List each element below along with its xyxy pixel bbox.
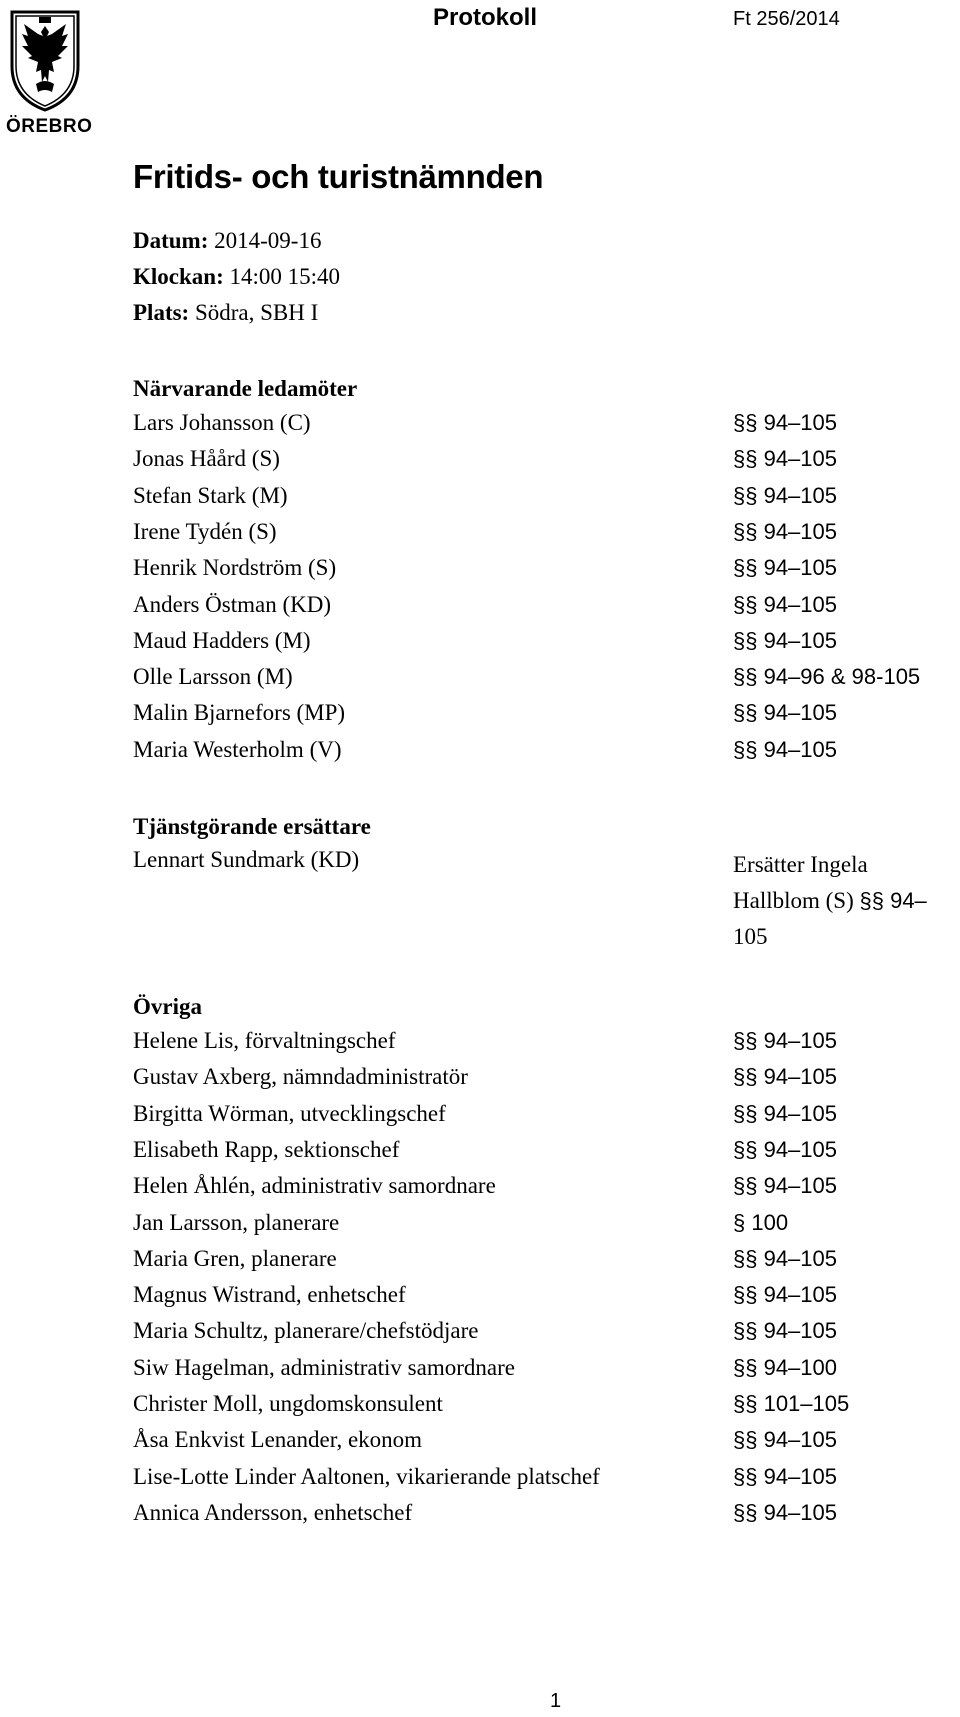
substitutes-heading: Tjänstgörande ersättare: [133, 814, 371, 839]
members-paragraphs: §§ 94–105: [733, 555, 837, 581]
others-name: Maria Gren, planerare: [133, 1245, 337, 1271]
others-paragraphs: §§ 94–100: [733, 1354, 837, 1380]
substitute-paragraphs: §§ 94–: [859, 888, 927, 913]
others-row: [0, 1318, 960, 1352]
members-row: [0, 700, 960, 734]
substitute-replaced-name: Hallblom (S): [733, 888, 854, 913]
others-row: [0, 1173, 960, 1207]
others-name: Maria Schultz, planerare/chefstödjare: [133, 1318, 479, 1344]
members-name: Maud Hadders (M): [133, 627, 311, 653]
place-value: Södra, SBH I: [194, 300, 319, 325]
members-name: Irene Tydén (S): [133, 518, 277, 544]
members-paragraphs: §§ 94–105: [733, 736, 837, 762]
time-value: 14:00 15:40: [229, 264, 341, 289]
document-reference: Ft 256/2014: [733, 8, 840, 30]
meeting-date: [133, 228, 321, 254]
others-paragraphs: §§ 101–105: [733, 1391, 850, 1416]
members-row: [0, 737, 960, 771]
members-paragraphs: §§ 94–105: [733, 518, 837, 544]
members-name: Jonas Håård (S): [133, 446, 280, 472]
others-paragraphs: §§ 94–105: [733, 1064, 837, 1090]
members-heading: Närvarande ledamöter: [133, 376, 358, 401]
others-row: [0, 1210, 960, 1244]
members-row: [0, 592, 960, 626]
meeting-place: [133, 300, 318, 326]
members-name: Anders Östman (KD): [133, 591, 332, 617]
others-name: Åsa Enkvist Lenander, ekonom: [133, 1427, 423, 1453]
members-paragraphs: §§ 94–96 & 98-105: [733, 664, 921, 690]
others-row: [0, 1427, 960, 1461]
others-name: Jan Larsson, planerare: [133, 1209, 340, 1235]
members-name: Stefan Stark (M): [133, 482, 288, 508]
others-paragraphs: § 100: [733, 1209, 789, 1235]
meeting-time: [133, 264, 340, 290]
members-row: [0, 555, 960, 589]
others-name: Birgitta Wörman, utvecklingschef: [133, 1100, 446, 1126]
others-row: [0, 1028, 960, 1062]
others-name: Helene Lis, förvaltningschef: [133, 1028, 396, 1053]
members-name: Olle Larsson (M): [133, 664, 293, 690]
others-heading: Övriga: [133, 994, 202, 1019]
others-paragraphs: §§ 94–105: [733, 1100, 837, 1126]
others-row: [0, 1101, 960, 1135]
others-name: Helen Åhlén, administrativ samordnare: [133, 1173, 496, 1199]
others-paragraphs: §§ 94–105: [733, 1028, 837, 1053]
others-name: Magnus Wistrand, enhetschef: [133, 1282, 406, 1308]
others-row: [0, 1137, 960, 1171]
others-paragraphs: §§ 94–105: [733, 1463, 837, 1489]
others-paragraphs: §§ 94–105: [733, 1499, 837, 1525]
others-paragraphs: §§ 94–105: [733, 1173, 837, 1199]
members-row: [0, 628, 960, 662]
others-paragraphs: §§ 94–105: [733, 1136, 837, 1162]
others-row: [0, 1391, 960, 1425]
members-row: [0, 664, 960, 698]
members-paragraphs: §§ 94–105: [733, 627, 837, 653]
others-name: Christer Moll, ungdomskonsulent: [133, 1391, 443, 1416]
members-row: [0, 519, 960, 553]
board-name: Fritids- och turistnämnden: [133, 158, 544, 195]
others-name: Annica Andersson, enhetschef: [133, 1499, 413, 1525]
members-paragraphs: §§ 94–105: [733, 591, 837, 617]
time-label: Klockan:: [133, 264, 224, 289]
document-type: Protokoll: [433, 4, 538, 31]
substitute-note-line1: Ersätter Ingela: [733, 852, 868, 877]
others-row: [0, 1464, 960, 1498]
members-row: [0, 483, 960, 517]
orebro-coat-of-arms-logo: [6, 6, 93, 137]
substitute-note: [733, 847, 960, 955]
date-label: Datum:: [133, 228, 209, 253]
page-number: 1: [550, 1690, 562, 1712]
logo-wordmark: ÖREBRO: [6, 116, 93, 137]
others-paragraphs: §§ 94–105: [733, 1245, 837, 1271]
others-row: [0, 1282, 960, 1316]
substitute-note-line2: [733, 883, 960, 919]
members-row: [0, 410, 960, 444]
substitute-note-line3: 105: [733, 924, 768, 949]
others-row: [0, 1246, 960, 1280]
members-row: [0, 446, 960, 480]
members-paragraphs: §§ 94–105: [733, 700, 837, 726]
others-row: [0, 1500, 960, 1534]
members-paragraphs: §§ 94–105: [733, 446, 837, 472]
members-paragraphs: §§ 94–105: [733, 482, 837, 508]
substitute-name: Lennart Sundmark (KD): [133, 847, 360, 872]
members-paragraphs: §§ 94–105: [733, 410, 837, 435]
others-name: Gustav Axberg, nämndadministratör: [133, 1064, 468, 1090]
date-value: 2014-09-16: [214, 228, 322, 253]
others-name: Lise-Lotte Linder Aaltonen, vikarierande platschef: [133, 1463, 600, 1489]
members-name: Lars Johansson (C): [133, 410, 311, 435]
members-name: Malin Bjarnefors (MP): [133, 700, 346, 726]
coat-of-arms-icon: [6, 6, 84, 114]
others-name: Elisabeth Rapp, sektionschef: [133, 1136, 400, 1162]
others-paragraphs: §§ 94–105: [733, 1427, 837, 1453]
others-paragraphs: §§ 94–105: [733, 1282, 837, 1308]
others-name: Siw Hagelman, administrativ samordnare: [133, 1354, 515, 1380]
others-row: [0, 1064, 960, 1098]
others-paragraphs: §§ 94–105: [733, 1318, 837, 1344]
members-name: Maria Westerholm (V): [133, 736, 342, 762]
members-name: Henrik Nordström (S): [133, 555, 337, 581]
place-label: Plats:: [133, 300, 190, 325]
others-row: [0, 1355, 960, 1389]
